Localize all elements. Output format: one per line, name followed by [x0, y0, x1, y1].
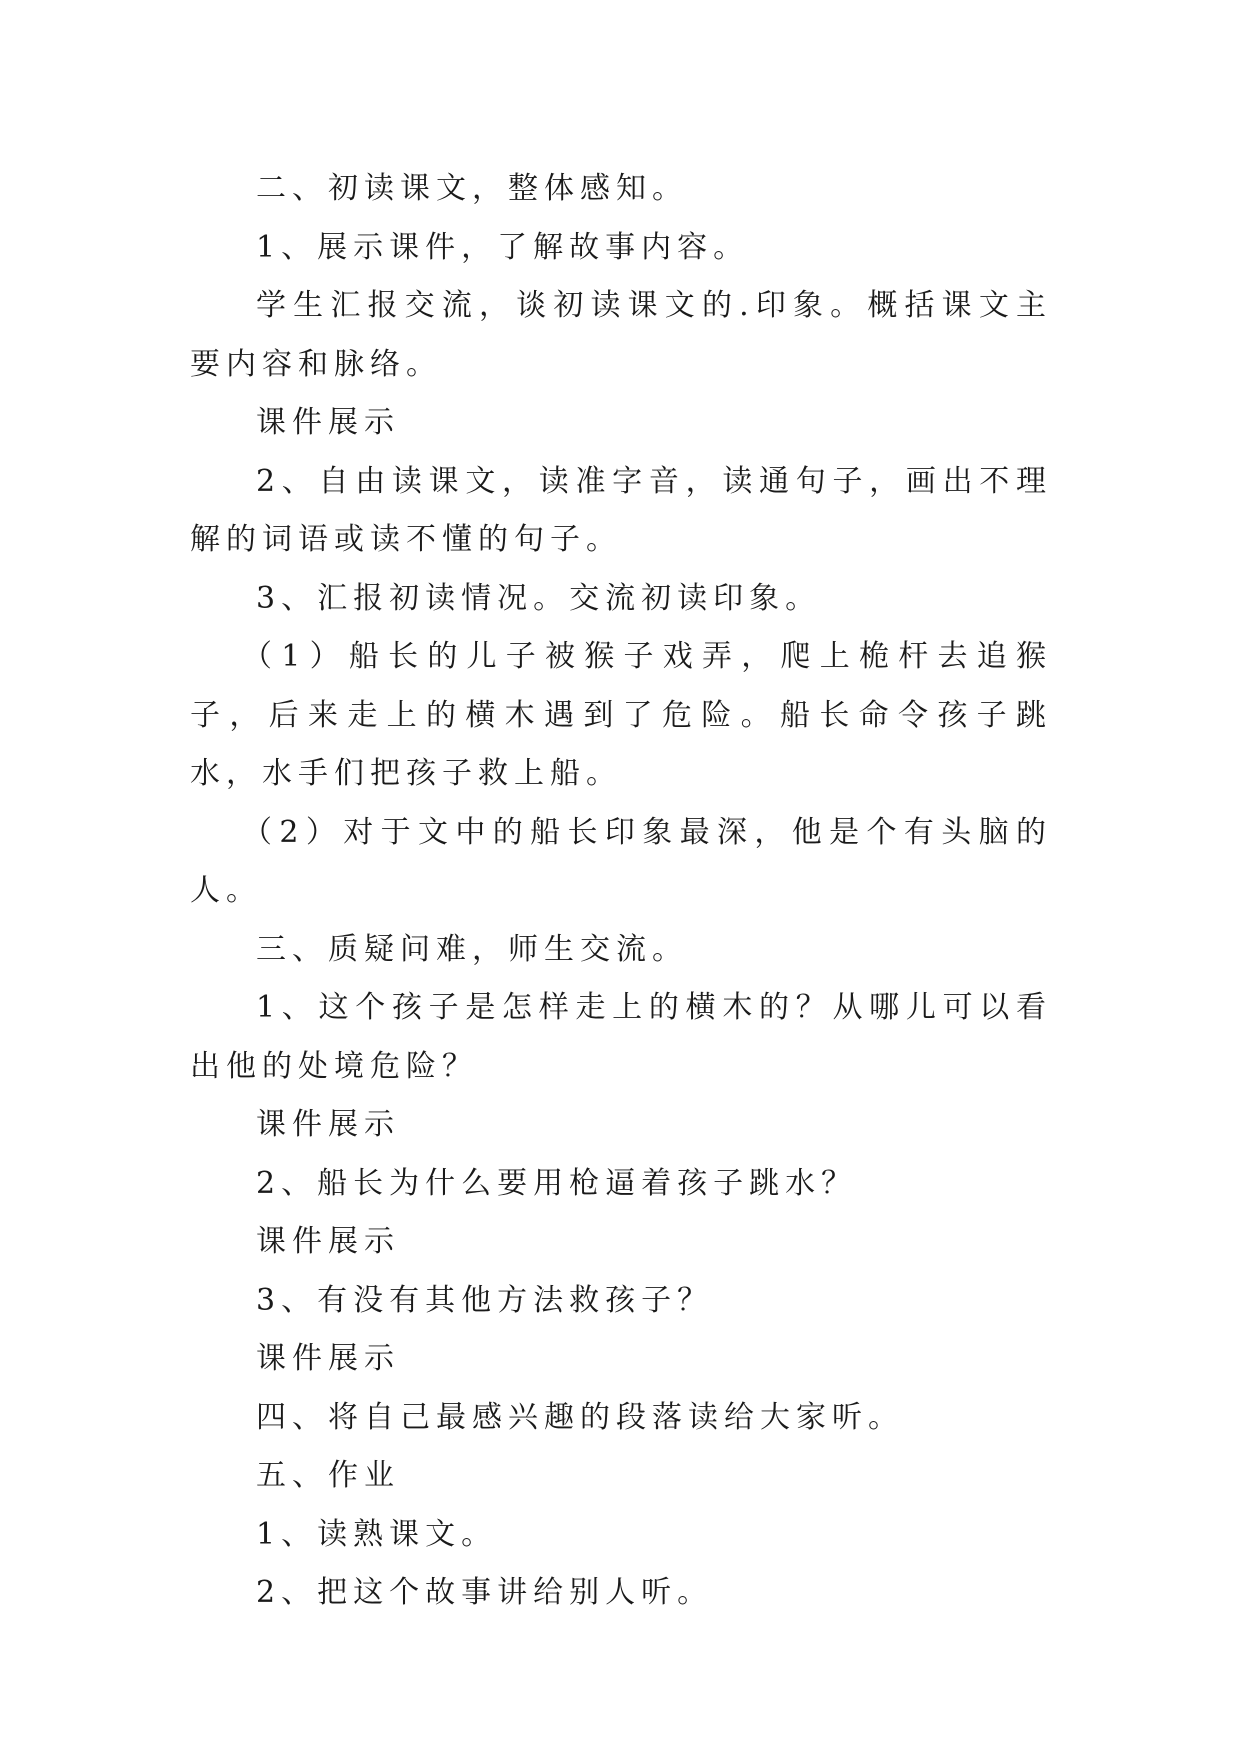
section-heading-2: 二、初读课文，整体感知。	[256, 171, 688, 206]
courseware-note: 课件展示	[256, 1224, 400, 1259]
section-heading-4: 四、将自己最感兴趣的段落读给大家听。	[256, 1399, 904, 1435]
courseware-note: 课件展示	[256, 1341, 400, 1376]
list-item: 3、有没有其他方法救孩子？	[256, 1282, 714, 1318]
list-item: 1、展示课件，了解故事内容。	[256, 229, 750, 265]
sub-list-item: （2）对于文中的船长印象最深，他是个有头脑的人。	[190, 814, 1052, 908]
courseware-note: 课件展示	[256, 405, 400, 440]
document-body	[190, 160, 1052, 1623]
list-item: 1、这个孩子是怎样走上的横木的？从哪儿可以看出他的处境危险？	[190, 990, 1052, 1084]
list-item: 1、读熟课文。	[256, 1516, 498, 1552]
section-heading-3: 三、质疑问难，师生交流。	[256, 931, 688, 967]
list-item: 2、自由读课文，读准字音，读通句子，画出不理解的词语或读不懂的句子。	[190, 463, 1052, 557]
list-item: 2、船长为什么要用枪逼着孩子跳水？	[256, 1165, 858, 1201]
section-heading-5: 五、作业	[256, 1458, 400, 1493]
courseware-note: 课件展示	[256, 1107, 400, 1142]
body-paragraph: 学生汇报交流，谈初读课文的.印象。概括课文主要内容和脉络。	[190, 288, 1052, 382]
sub-list-item: （1）船长的儿子被猴子戏弄，爬上桅杆去追猴子，后来走上的横木遇到了危险。船长命令孩子跳水，水手们把孩子救上船。	[190, 639, 1052, 791]
list-item: 3、汇报初读情况。交流初读印象。	[256, 580, 822, 616]
list-item: 2、把这个故事讲给别人听。	[256, 1575, 714, 1610]
